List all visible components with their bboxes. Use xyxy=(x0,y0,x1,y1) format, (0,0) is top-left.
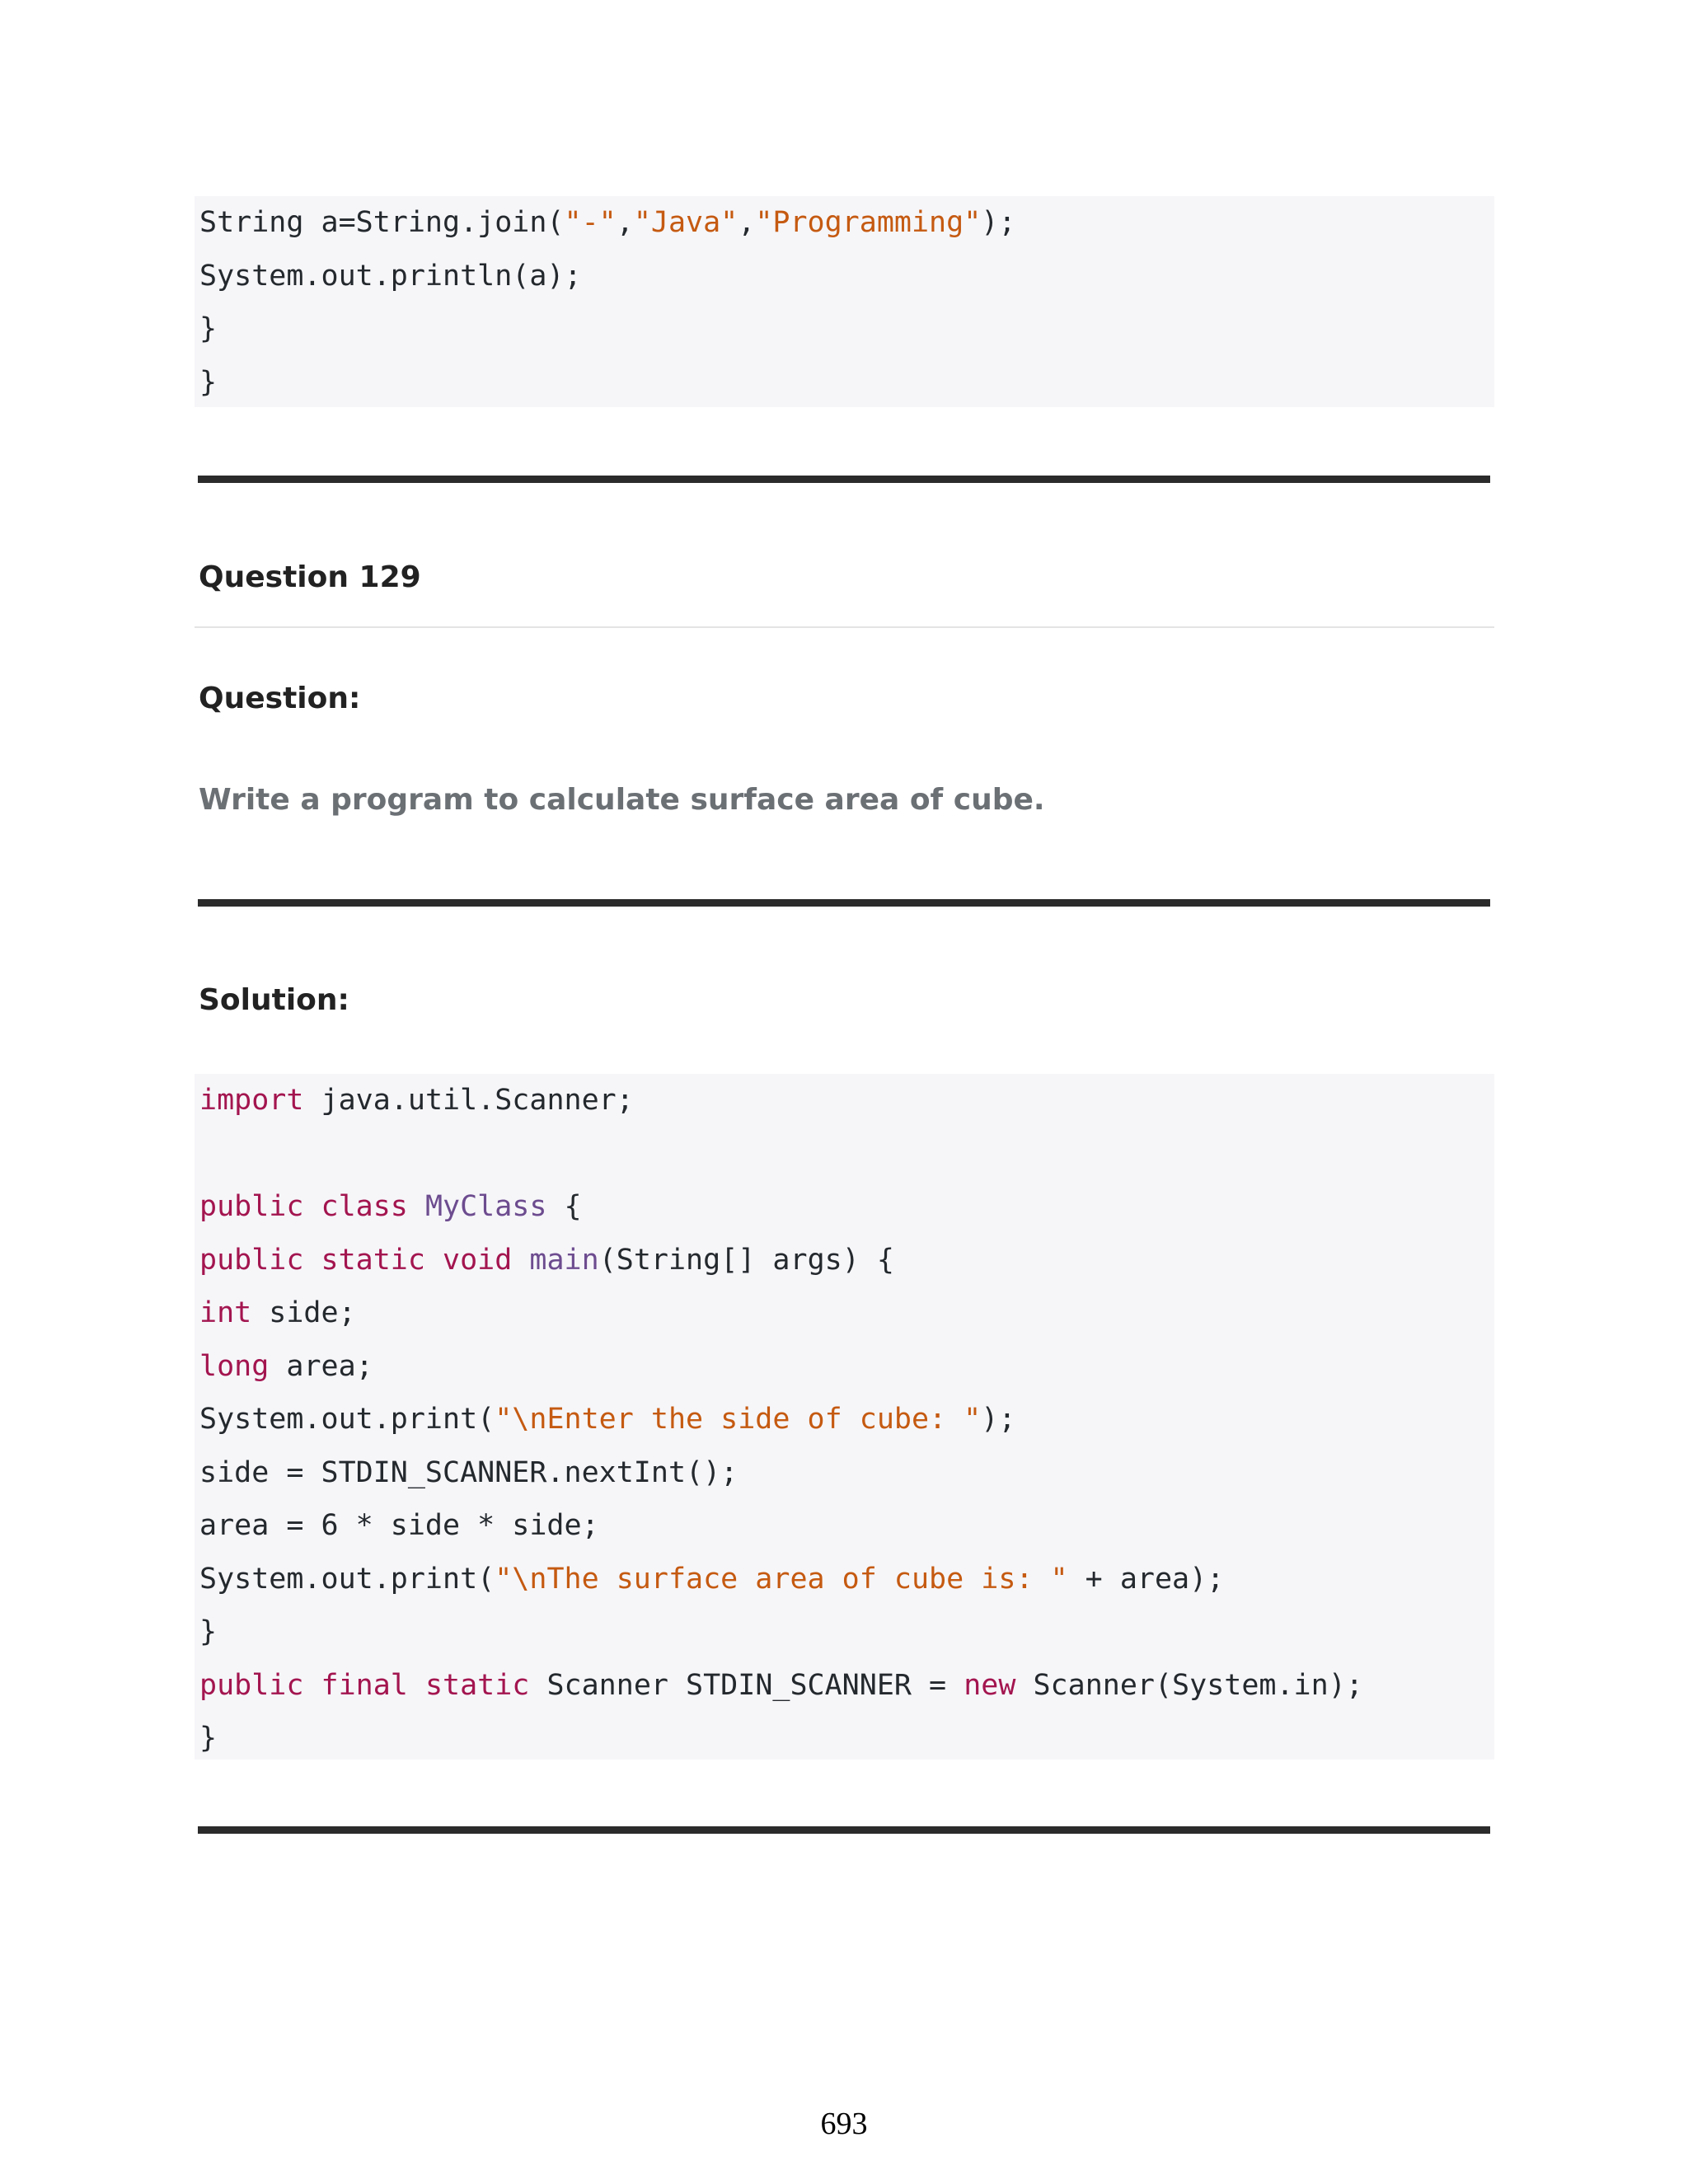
code-line xyxy=(195,250,1494,303)
code-keyword: public xyxy=(199,1668,304,1702)
code-keyword: import xyxy=(199,1084,304,1117)
section-divider xyxy=(198,1826,1490,1834)
code-line xyxy=(195,302,1494,356)
code-text: } xyxy=(199,312,218,345)
code-keyword: int xyxy=(199,1296,252,1329)
code-text: area; xyxy=(269,1349,373,1383)
code-text: } xyxy=(199,1615,218,1648)
code-line xyxy=(195,1499,1494,1553)
code-line xyxy=(195,1340,1494,1394)
code-text: side = STDIN_SCANNER.nextInt(); xyxy=(199,1455,738,1489)
top-code-lines xyxy=(195,196,1494,409)
code-keyword: new xyxy=(964,1668,1016,1702)
question-number-heading: Question 129 xyxy=(199,560,421,594)
code-string: "\nEnter the side of cube: " xyxy=(495,1403,982,1436)
solution-label: Solution: xyxy=(199,983,349,1017)
code-line xyxy=(195,1127,1494,1181)
code-keyword: public xyxy=(199,1243,304,1277)
code-text: System.out.println(a); xyxy=(199,259,582,293)
code-text: + area); xyxy=(1067,1562,1225,1596)
code-string: "\nThe surface area of cube is: " xyxy=(495,1562,1068,1596)
code-identifier: MyClass xyxy=(424,1190,547,1223)
code-text xyxy=(303,1669,321,1702)
code-text: side; xyxy=(251,1296,356,1329)
code-text xyxy=(512,1244,529,1277)
code-identifier: main xyxy=(529,1243,599,1277)
page-number: 693 xyxy=(820,2107,868,2141)
question-label: Question: xyxy=(199,682,361,715)
code-text: (String[] args) { xyxy=(598,1243,894,1277)
code-keyword: public xyxy=(199,1190,304,1223)
code-keyword: final xyxy=(321,1668,408,1702)
code-keyword: void xyxy=(443,1243,513,1277)
code-text xyxy=(303,1244,321,1277)
code-line xyxy=(195,356,1494,410)
code-string: "Programming" xyxy=(755,206,982,239)
code-string: "-" xyxy=(564,206,617,239)
code-line xyxy=(195,1605,1494,1659)
code-text: ); xyxy=(981,206,1016,239)
code-text: , xyxy=(616,206,634,239)
code-text xyxy=(425,1244,443,1277)
heading-underline xyxy=(195,626,1494,628)
question-text: Write a program to calculate surface area of cube. xyxy=(199,783,1045,817)
code-line xyxy=(195,1074,1494,1127)
code-line xyxy=(195,196,1494,250)
section-divider xyxy=(198,476,1490,483)
code-text: System.out.print( xyxy=(199,1562,495,1596)
code-line xyxy=(195,1286,1494,1340)
code-line xyxy=(195,1553,1494,1606)
top-code-block xyxy=(195,196,1494,407)
code-text: ); xyxy=(981,1403,1016,1436)
code-text xyxy=(408,1190,425,1223)
code-text: java.util.Scanner; xyxy=(303,1084,634,1117)
code-text: String a=String.join( xyxy=(199,206,565,239)
code-text: area = 6 * side * side; xyxy=(199,1509,599,1542)
code-line xyxy=(195,1234,1494,1287)
code-keyword: static xyxy=(424,1668,530,1702)
code-text: System.out.print( xyxy=(199,1403,495,1436)
code-line xyxy=(195,1393,1494,1446)
code-keyword: class xyxy=(321,1190,408,1223)
code-keyword: static xyxy=(321,1243,425,1277)
code-text: { xyxy=(546,1190,582,1223)
code-line xyxy=(195,1180,1494,1234)
solution-code-block xyxy=(195,1074,1494,1760)
code-text xyxy=(303,1190,321,1223)
code-text xyxy=(408,1669,425,1702)
code-text: , xyxy=(738,206,756,239)
code-string: "Java" xyxy=(633,206,738,239)
code-text: } xyxy=(199,1722,218,1755)
code-line xyxy=(195,1712,1494,1765)
code-line xyxy=(195,1446,1494,1500)
code-text: Scanner(System.in); xyxy=(1015,1668,1363,1702)
code-line xyxy=(195,1659,1494,1713)
section-divider xyxy=(198,899,1490,907)
code-text: Scanner STDIN_SCANNER = xyxy=(529,1668,964,1702)
code-text: } xyxy=(199,365,218,399)
code-keyword: long xyxy=(199,1349,270,1383)
solution-code-lines xyxy=(195,1074,1494,1765)
